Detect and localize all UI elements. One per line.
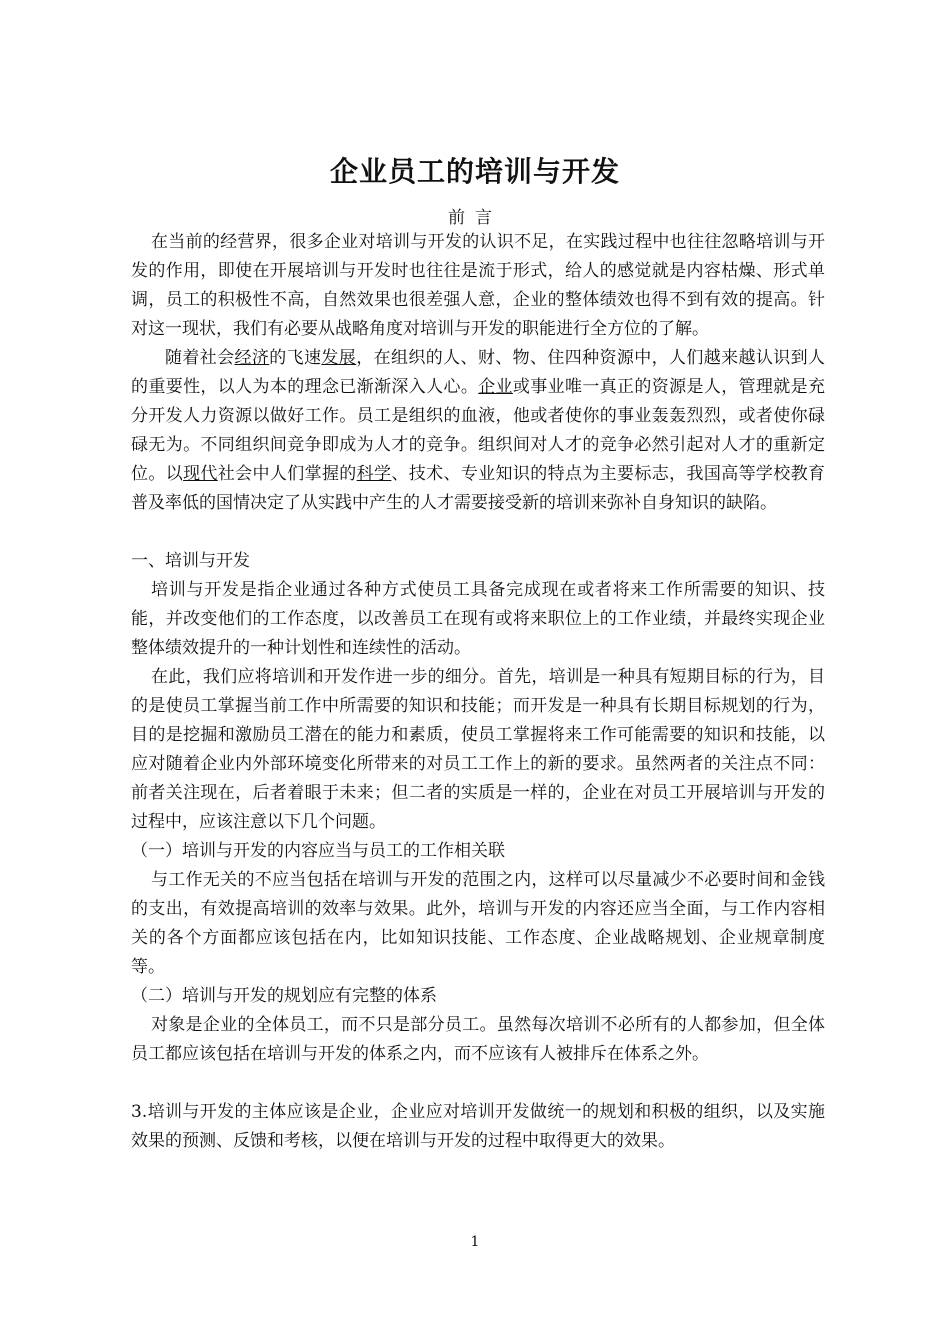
text-run: 、技术、专业知识的特点为主要标志，我国高等学校教育普及率低的国情决定了从实践中产生的人才需要接受新的培训来弥补自身知识的缺陷。 <box>131 464 826 513</box>
preface-heading: 前言 <box>448 208 502 228</box>
link-modern[interactable]: 现代 <box>183 464 218 484</box>
section-heading-1: 一、培训与开发 <box>131 551 250 571</box>
paragraph-preface-1: 在当前的经营界，很多企业对培训与开发的认识不足，在实践过程中也往往忽略培训与开发的作用，即使在开展培训与开发时也往往是流于形式，给人的感觉就是内容枯燥、形式单调，员工的积极性不高，自然效果也很差强人意，企业的整体绩效也得不到有效的提高。针对这一现状，我们有必要从战略角度对培训与开发的职能进行全方位的了解。 <box>131 232 825 339</box>
blank-line <box>131 1069 825 1098</box>
text-run: 随着社会 <box>165 348 235 368</box>
text-run: 的飞速 <box>269 348 322 368</box>
paragraph-point-3: 3.培训与开发的主体应该是企业，企业应对培训开发做统一的规划和积极的组织，以及实施效果的预测、反馈和考核，以便在培训与开发的过程中取得更大的效果。 <box>131 1102 825 1151</box>
paragraph-preface-2 <box>131 344 825 518</box>
subsection-heading-1: （一）培训与开发的内容应当与员工的工作相关联 <box>131 841 505 861</box>
document-title: 企业员工的培训与开发 <box>329 155 620 188</box>
paragraph-section-1a: 培训与开发是指企业通过各种方式使员工具备完成现在或者将来工作所需要的知识、技能，并改变他们的工作态度，以改善员工在现有或将来职位上的工作业绩，并最终实现企业整体绩效提升的一种计划性和连续性的活动。 <box>131 580 825 658</box>
link-development[interactable]: 发展 <box>321 348 357 368</box>
link-enterprise[interactable]: 企业 <box>478 377 513 397</box>
link-economy[interactable]: 经济 <box>234 348 270 368</box>
paragraph-subsection-2: 对象是企业的全体员工，而不只是部分员工。虽然每次培训不必所有的人都参加，但全体员工都应该包括在培训与开发的体系之内，而不应该有人被排斥在体系之外。 <box>131 1015 825 1064</box>
subsection-heading-2: （二）培训与开发的规划应有完整的体系 <box>131 986 437 1006</box>
text-run: 社会中人们掌握的 <box>217 464 357 484</box>
link-science[interactable]: 科学 <box>356 464 392 484</box>
blank-line <box>131 518 825 547</box>
text-run: 或事业唯一真正的资源是人，管理就是充分开发人力资源以做好工作。员工是组织的血液，他或者使你的事业轰轰烈烈，或者使你碌碌无为。不同组织间竞争即成为人才的竞争。组织间对人才的竞争必然引起对人才的重新定位。以 <box>131 377 826 484</box>
text-run: ，在组织的人、财、物、住四种资源中，人们越来越认识到人的重要性，以人为本的理念已渐渐深入人心。 <box>131 348 826 397</box>
paragraph-section-1b: 在此，我们应将培训和开发作进一步的细分。首先，培训是一种具有短期目标的行为，目的是使员工掌握当前工作中所需要的知识和技能；而开发是一种具有长期目标规划的行为，目的是挖掘和激励员工潜在的能力和素质，使员工掌握将来工作可能需要的知识和技能，以应对随着企业内外部环境变化所带来的对员工工作上的新的要求。虽然两者的关注点不同：前者关注现在，后者着眼于未来；但二者的实质是一样的，企业在对员工开展培训与开发的过程中，应该注意以下几个问题。 <box>131 667 825 832</box>
paragraph-subsection-1: 与工作无关的不应当包括在培训与开发的范围之内，这样可以尽量减少不必要时间和金钱的支出，有效提高培训的效率与效果。此外，培训与开发的内容还应当全面，与工作内容相关的各个方面都应该包括在内，比如知识技能、工作态度、企业战略规划、企业规章制度等。 <box>131 870 825 977</box>
page-number: 1 <box>470 1234 480 1250</box>
document-body <box>131 228 825 1156</box>
